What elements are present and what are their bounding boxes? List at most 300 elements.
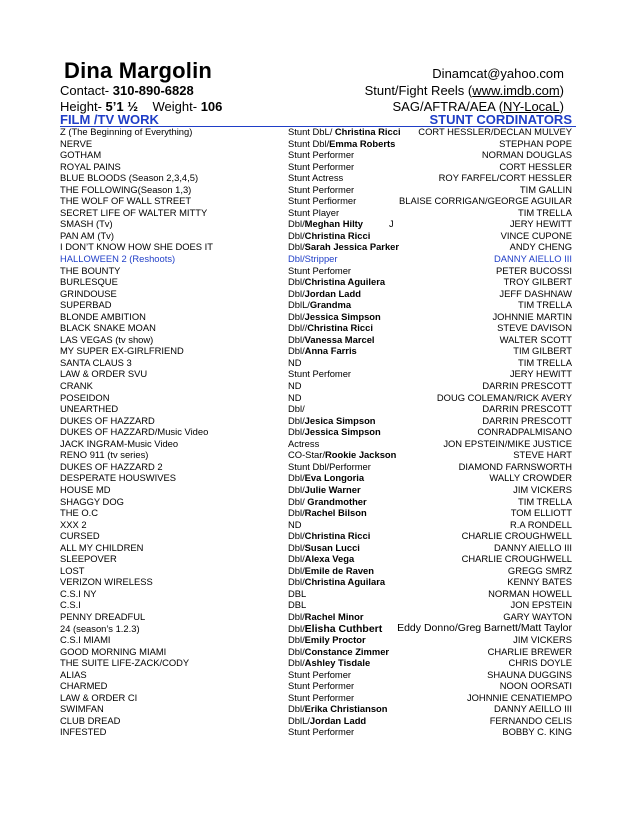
credit-role — [288, 138, 395, 150]
stunt-coordinator: DARRIN PRESCOTT — [482, 403, 572, 415]
role-note: J — [363, 218, 394, 230]
credit-title: HOUSE MD — [60, 483, 111, 495]
role-type: Dbl/ — [288, 483, 305, 495]
role-type: Dbl/ — [288, 310, 305, 322]
credit-role — [288, 299, 351, 311]
credit-title: HALLOWEEN 2 (Reshoots) — [60, 253, 176, 265]
stunt-coordinator: JERY HEWITT — [509, 218, 572, 230]
email-address[interactable]: Dinamcat@yahoo.com — [432, 66, 564, 81]
credit-title: 24 (season’s 1.2.3) — [60, 622, 140, 634]
stunt-coordinator: TROY GILBERT — [503, 276, 572, 288]
stunt-coordinator: CORT HESSLER — [499, 160, 572, 172]
credit-title: NERVE — [60, 137, 93, 149]
credit-row — [0, 172, 638, 184]
credit-role — [288, 149, 354, 161]
doubled-actor: Christina Aguilera — [304, 276, 386, 288]
stunt-coordinator: JOHNNIE MARTIN — [492, 310, 572, 322]
credit-title: DUKES OF HAZZARD/Music Video — [60, 426, 209, 438]
credit-title: ROYAL PAINS — [60, 160, 121, 172]
role-type: Dbl/ — [288, 333, 305, 345]
credit-title: SANTA CLAUS 3 — [60, 356, 132, 368]
credit-row — [0, 415, 638, 427]
credit-row — [0, 299, 638, 311]
role-type: Stunt Perfomer — [288, 264, 352, 276]
role-type: Stunt Performer — [288, 680, 355, 692]
credit-row — [0, 519, 638, 531]
credit-row — [0, 230, 638, 242]
role-type: DBL — [288, 587, 307, 599]
role-type: Dbl/ — [288, 426, 305, 438]
credit-row — [0, 265, 638, 277]
height-value: 5’1 ½ — [105, 99, 139, 114]
doubled-actor: Meghan Hilty — [304, 218, 364, 230]
credit-title: UNEARTHED — [60, 403, 119, 415]
credit-row — [0, 126, 638, 138]
credit-role — [288, 715, 366, 727]
credit-title: SUPERBAD — [60, 299, 112, 311]
contact-phone: 310-890-6828 — [112, 83, 194, 98]
stunt-coordinator: PETER BUCOSSI — [495, 264, 572, 276]
contact-line — [60, 83, 194, 98]
stunt-coordinator: DOUG COLEMAN/RICK AVERY — [436, 391, 572, 403]
credit-row — [0, 611, 638, 623]
credit-role — [288, 392, 302, 404]
credit-role — [288, 253, 338, 265]
credit-role — [288, 599, 306, 611]
stunt-coordinator: TOM ELLIOTT — [510, 507, 572, 519]
credit-role — [288, 565, 374, 577]
credit-role — [288, 669, 351, 681]
role-type: Stunt Performer — [288, 691, 355, 703]
credit-title: SECRET LIFE OF WALTER MITTY — [60, 206, 208, 218]
credit-title: I DON’T KNOW HOW SHE DOES IT — [60, 241, 213, 253]
stunt-coordinator: TIM TRELLA — [517, 206, 572, 218]
credit-title: JACK INGRAM-Music Video — [60, 437, 179, 449]
credit-title: BLACK SNAKE MOAN — [60, 322, 156, 334]
stunt-coordinator: JERY HEWITT — [509, 368, 572, 380]
doubled-actor: Christina Aguilara — [304, 576, 386, 588]
reels-suffix: ) — [559, 83, 564, 98]
credit-role — [288, 207, 339, 219]
role-type: Stunt Performer — [288, 160, 355, 172]
stunt-coordinator: JOHNNIE CENATIEMPO — [466, 691, 572, 703]
credit-role — [288, 646, 389, 658]
credit-role — [288, 311, 381, 323]
role-type: ND — [288, 356, 302, 368]
stunt-coordinator: ROY FARFEL/CORT HESSLER — [438, 172, 572, 184]
credit-title: GRINDOUSE — [60, 287, 117, 299]
doubled-actor: Constance Zimmer — [304, 645, 390, 657]
credit-row — [0, 392, 638, 404]
doubled-actor: Susan Lucci — [304, 541, 360, 553]
credit-title: DUKES OF HAZZARD 2 — [60, 460, 163, 472]
credit-role — [288, 276, 385, 288]
role-type: ND — [288, 391, 302, 403]
doubled-actor: Elisha Cuthbert — [304, 622, 383, 635]
role-type: CO-Star/ — [288, 449, 325, 461]
credit-row — [0, 207, 638, 219]
height-label: Height- — [60, 99, 106, 114]
credit-row — [0, 426, 638, 438]
stunt-coordinator: WALLY CROWDER — [489, 472, 572, 484]
role-type: ND — [288, 518, 302, 530]
role-type: ND — [288, 380, 302, 392]
role-type: Dbl/ — [288, 530, 305, 542]
doubled-actor: Jessica Simpson — [304, 310, 381, 322]
credit-title: Z (The Beginning of Everything) — [60, 126, 193, 137]
stunt-coordinator: JIM VICKERS — [513, 634, 572, 646]
credit-title: RENO 911 (tv series) — [60, 449, 149, 461]
credit-title: INFESTED — [60, 726, 107, 738]
credit-row — [0, 588, 638, 600]
stunt-coordinator: R.A RONDELL — [510, 518, 572, 530]
doubled-actor: Julie Warner — [304, 483, 361, 495]
stunt-coordinator: JON EPSTEIN — [510, 599, 572, 611]
credit-role — [288, 634, 366, 646]
role-type: Stunt Perfomer — [288, 668, 352, 680]
credit-row — [0, 276, 638, 288]
credit-row — [0, 322, 638, 334]
credit-title: DESPERATE HOUSWIVES — [60, 472, 176, 484]
stunt-coordinator: TIM TRELLA — [517, 356, 572, 368]
credit-title: CURSED — [60, 530, 100, 542]
credits-list — [0, 126, 638, 738]
role-type: Stunt Perfiormer — [288, 195, 357, 207]
stunt-coordinator: DARRIN PRESCOTT — [482, 414, 572, 426]
credit-title: THE FOLLOWING(Season 1,3) — [60, 183, 192, 195]
credit-row — [0, 703, 638, 715]
credit-role — [288, 126, 401, 138]
credit-title: BLONDE AMBITION — [60, 310, 146, 322]
role-type: Dbl/ — [288, 634, 305, 646]
credit-role — [288, 588, 306, 600]
role-type: Dbl/ — [288, 610, 305, 622]
stunt-coordinator: DARRIN PRESCOTT — [482, 380, 572, 392]
stunt-coordinator: DANNY AEILLO III — [494, 703, 572, 715]
stunt-coordinator: CHARLIE CROUGHWELL — [461, 530, 572, 542]
credit-role — [288, 519, 302, 531]
credit-title: PENNY DREADFUL — [60, 610, 146, 622]
credit-row — [0, 195, 638, 207]
doubled-actor: Emma Roberts — [329, 137, 396, 149]
credit-title: LOST — [60, 564, 85, 576]
credit-row — [0, 403, 638, 415]
credit-role — [288, 472, 364, 484]
credit-row — [0, 553, 638, 565]
credit-title: BURLESQUE — [60, 276, 118, 288]
credit-row — [0, 692, 638, 704]
credit-title: LAS VEGAS (tv show) — [60, 333, 154, 345]
role-type: Stunt Dbl/Performer — [288, 460, 371, 472]
doubled-actor: Eva Longoria — [304, 472, 365, 484]
doubled-actor: Rachel Minor — [304, 610, 364, 622]
credit-title: MY SUPER EX-GIRLFRIEND — [60, 345, 184, 357]
role-type: Dbl// — [288, 322, 308, 334]
credit-row — [0, 623, 638, 635]
doubled-actor: Jesica Simpson — [304, 414, 376, 426]
role-type: Dbl/ — [288, 403, 305, 415]
stunt-coordinator: CORT HESSLER/DECLAN MULVEY — [418, 126, 572, 137]
credit-row — [0, 472, 638, 484]
stunt-coordinator: ANDY CHENG — [509, 241, 572, 253]
role-type: Stunt Perfomer — [288, 368, 352, 380]
credit-role — [288, 542, 360, 554]
stunt-coordinator: NORMAN HOWELL — [488, 587, 572, 599]
role-type: Dbl/ — [288, 564, 305, 576]
credit-title: GOTHAM — [60, 149, 102, 161]
role-type: Stunt Player — [288, 206, 340, 218]
credit-title: CLUB DREAD — [60, 714, 121, 726]
stunt-coordinator: CHARLIE CROUGHWELL — [461, 553, 572, 565]
contact-label: Contact- — [60, 83, 113, 98]
stunt-coordinator: VINCE CUPONE — [500, 229, 572, 241]
role-type: DblL/ — [288, 299, 310, 311]
credit-role — [288, 322, 373, 334]
role-type: DBL — [288, 599, 307, 611]
role-type: Dbl/ — [288, 229, 305, 241]
reels-line — [365, 83, 564, 98]
performer-name: Dina Margolin — [64, 58, 213, 83]
stunt-coordinator: TIM TRELLA — [517, 495, 572, 507]
credit-role — [288, 241, 399, 253]
credit-role — [288, 161, 354, 173]
role-type: Stunt DbL/ — [288, 126, 335, 137]
credit-role — [288, 726, 354, 738]
stunt-coordinator: STEVE DAVISON — [497, 322, 572, 334]
stunt-coordinator: STEPHAN POPE — [499, 137, 572, 149]
credit-row — [0, 530, 638, 542]
credit-role — [288, 195, 356, 207]
credit-row — [0, 253, 638, 265]
role-type: Stunt Performer — [288, 726, 355, 738]
stunt-coordinator: STEVE HART — [513, 449, 572, 461]
credit-role — [288, 576, 385, 588]
credit-row — [0, 669, 638, 681]
credit-row — [0, 496, 638, 508]
role-type: Dbl/ — [288, 472, 305, 484]
credit-role — [288, 692, 354, 704]
credit-title: SWIMFAN — [60, 703, 104, 715]
stunt-coordinator: TIM TRELLA — [517, 299, 572, 311]
credit-row — [0, 149, 638, 161]
credit-title: LAW & ORDER SVU — [60, 368, 148, 380]
credit-row — [0, 542, 638, 554]
credit-role — [288, 461, 371, 473]
credit-title: SMASH (Tv) — [60, 218, 113, 230]
role-type: Stunt Actress — [288, 172, 344, 184]
stunt-coordinator: CHARLIE BREWER — [487, 645, 572, 657]
stunt-coordinator: BOBBY C. KING — [502, 726, 572, 738]
doubled-actor: Ashley Tisdale — [304, 657, 371, 669]
role-type: Dbl/ — [288, 553, 305, 565]
credit-title: C.S.I — [60, 599, 81, 611]
credit-row — [0, 311, 638, 323]
doubled-actor: Grandma — [309, 299, 352, 311]
doubled-actor: Erika Christianson — [304, 703, 388, 715]
stunt-coordinator: CHRIS DOYLE — [508, 657, 572, 669]
section-stunt-coordinators: STUNT CORDINATORS — [429, 112, 572, 127]
credit-role — [288, 496, 367, 508]
credit-role — [288, 530, 370, 542]
credit-role — [288, 265, 351, 277]
credit-row — [0, 334, 638, 346]
credit-role — [288, 403, 305, 415]
role-type: Dbl/ — [288, 507, 305, 519]
credit-row — [0, 507, 638, 519]
credit-title: CHARMED — [60, 680, 108, 692]
credit-row — [0, 449, 638, 461]
credit-role — [288, 484, 361, 496]
role-type: Dbl/ — [288, 241, 305, 253]
doubled-actor: Grandmother — [307, 495, 367, 507]
role-type: Stunt Performer — [288, 149, 355, 161]
stunt-coordinator: TIM GILBERT — [513, 345, 572, 357]
credit-row — [0, 726, 638, 738]
credit-row — [0, 357, 638, 369]
reels-prefix: Stunt/Fight Reels ( — [364, 83, 473, 98]
doubled-actor: Jordan Ladd — [309, 714, 367, 726]
credit-role — [288, 657, 370, 669]
credit-role — [288, 334, 375, 346]
role-type: Dbl/ — [288, 287, 305, 299]
weight-value: 106 — [200, 99, 223, 114]
role-type: Stunt Dbl/ — [288, 137, 330, 149]
role-type: Dbl/ — [288, 345, 305, 357]
doubled-actor: Jordan Ladd — [304, 287, 361, 299]
stunt-coordinator: Eddy Donno/Greg Barnett/Matt Taylor — [397, 621, 572, 634]
doubled-actor: Christina Ricci — [307, 322, 373, 334]
credit-role — [288, 345, 357, 357]
unions-suffix: ) — [559, 99, 564, 114]
doubled-actor: Jessica Simpson — [304, 426, 381, 438]
role-type: Dbl/Stripper — [288, 253, 338, 265]
credit-role — [288, 449, 396, 461]
stunt-coordinator: KENNY BATES — [507, 576, 572, 588]
role-type: Dbl/ — [288, 541, 305, 553]
credit-row — [0, 657, 638, 669]
doubled-actor: Alexa Vega — [304, 553, 355, 565]
credit-title: GOOD MORNING MIAMI — [60, 645, 167, 657]
credit-row — [0, 484, 638, 496]
credit-role — [288, 507, 367, 519]
credit-role — [288, 415, 376, 427]
role-type: Dbl/ — [288, 495, 308, 507]
stunt-coordinator: GARY WAYTON — [503, 610, 572, 622]
credit-row — [0, 438, 638, 450]
doubled-actor: Emily Proctor — [304, 634, 366, 646]
role-type: Dbl/ — [288, 276, 305, 288]
role-type: Dbl/ — [288, 576, 305, 588]
credit-role — [288, 357, 302, 369]
doubled-actor: Emile de Raven — [304, 564, 374, 576]
stunt-coordinator: NOON OORSATI — [499, 680, 572, 692]
credit-row — [0, 345, 638, 357]
stunt-coordinator: JEFF DASHNAW — [499, 287, 572, 299]
stunt-coordinator: WALTER SCOTT — [499, 333, 572, 345]
credit-title: DUKES OF HAZZARD — [60, 414, 155, 426]
credit-title: CRANK — [60, 380, 93, 392]
credit-role — [288, 703, 388, 715]
credit-role — [288, 438, 319, 450]
credit-role — [288, 218, 394, 230]
credit-row — [0, 576, 638, 588]
credit-title: VERIZON WIRELESS — [60, 576, 153, 588]
credit-role — [288, 184, 354, 196]
reels-link[interactable]: www.imdb.com — [472, 83, 560, 98]
credit-role — [288, 680, 354, 692]
unions-prefix: SAG/AFTRA/AEA ( — [392, 99, 504, 114]
credit-row — [0, 161, 638, 173]
credit-row — [0, 288, 638, 300]
credit-title: BLUE BLOODS (Season 2,3,4,5) — [60, 172, 199, 184]
stunt-coordinator: GREGG SMRZ — [507, 564, 572, 576]
credit-row — [0, 218, 638, 230]
stunt-coordinator: JIM VICKERS — [513, 483, 572, 495]
credit-row — [0, 461, 638, 473]
credit-title: THE BOUNTY — [60, 264, 121, 276]
credit-title: POSEIDON — [60, 391, 110, 403]
credit-row — [0, 368, 638, 380]
credit-row — [0, 241, 638, 253]
role-type: Actress — [288, 437, 320, 449]
credit-row — [0, 184, 638, 196]
doubled-actor: Christina Ricci — [334, 126, 401, 137]
role-type: Dbl/ — [288, 622, 305, 634]
credit-title: THE O.C — [60, 507, 99, 519]
credit-row — [0, 380, 638, 392]
credit-title: SHAGGY DOG — [60, 495, 124, 507]
weight-label: Weight- — [152, 99, 201, 114]
stunt-coordinator: CONRADPALMISANO — [477, 426, 572, 438]
credit-role — [288, 553, 354, 565]
stunt-coordinator: TIM GALLIN — [519, 183, 572, 195]
doubled-actor: Rookie Jackson — [324, 449, 397, 461]
doubled-actor: Christina Ricci — [304, 530, 371, 542]
role-type: Dbl/ — [288, 657, 305, 669]
credit-title: THE SUITE LIFE-ZACK/CODY — [60, 657, 190, 669]
unions-link: NY-LocaL — [503, 99, 560, 114]
credit-row — [0, 138, 638, 150]
credit-role — [288, 172, 343, 184]
credit-title: SLEEPOVER — [60, 553, 117, 565]
credit-row — [0, 680, 638, 692]
stunt-coordinator: SHAUNA DUGGINS — [487, 668, 572, 680]
credit-title: THE WOLF OF WALL STREET — [60, 195, 192, 207]
role-type: Dbl/ — [288, 703, 305, 715]
stunt-coordinator: DANNY AIELLO III — [494, 541, 572, 553]
role-type: DblL/ — [288, 714, 310, 726]
doubled-actor: Vanessa Marcel — [304, 333, 375, 345]
credit-title: C.S.I NY — [60, 587, 97, 599]
role-type: Dbl/ — [288, 218, 305, 230]
role-type: Dbl/ — [288, 645, 305, 657]
doubled-actor: Christina Ricci — [304, 229, 371, 241]
credit-row — [0, 565, 638, 577]
credit-row — [0, 634, 638, 646]
credit-title: LAW & ORDER CI — [60, 691, 138, 703]
credit-title: C.S.I MIAMI — [60, 634, 111, 646]
credit-title: ALIAS — [60, 668, 87, 680]
credit-row — [0, 715, 638, 727]
role-type: Stunt Performer — [288, 183, 355, 195]
stunt-coordinator: DANNY AIELLO III — [494, 253, 572, 265]
credit-role — [288, 426, 381, 438]
stunt-coordinator: DIAMOND FARNSWORTH — [458, 460, 572, 472]
credit-role — [288, 611, 364, 623]
credit-title: PAN AM (Tv) — [60, 229, 114, 241]
credit-role — [288, 368, 351, 380]
credit-role — [288, 230, 370, 242]
